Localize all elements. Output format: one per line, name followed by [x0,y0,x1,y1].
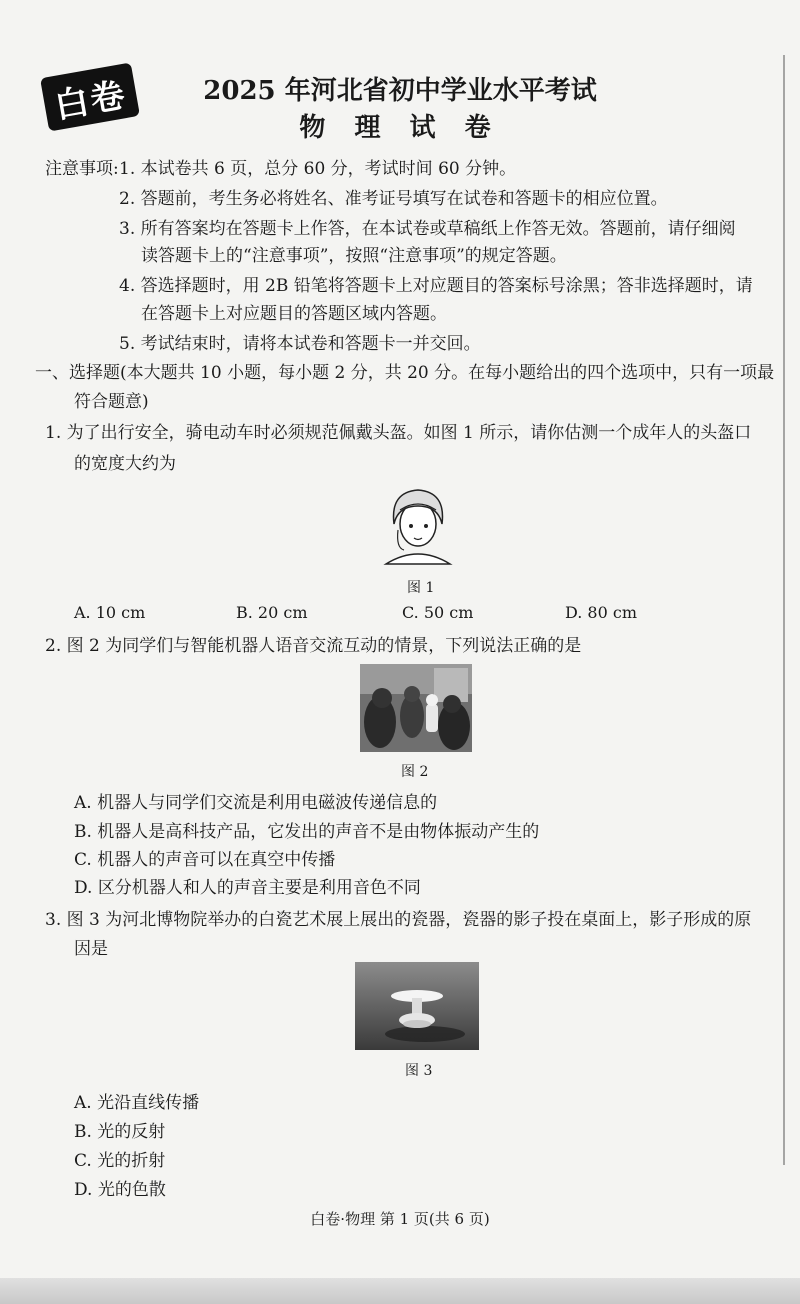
figure-2-caption: 图 2 [401,764,429,780]
question-3-stem: 3. 图 3 为河北博物院举办的白瓷艺术展上展出的瓷器，瓷器的影子投在桌面上，影子形成的原 [45,910,752,930]
q2-option-a: A. 机器人与同学们交流是利用电磁波传递信息的 [74,793,438,813]
section-heading: 一、选择题(本大题共 10 小题，每小题 2 分，共 20 分。在每小题给出的四个选项中，只有一项最 [35,363,775,383]
white-paper-stamp: 白卷 [40,62,140,131]
q2-option-d: D. 区分机器人和人的声音主要是利用音色不同 [74,878,421,898]
q3-option-c: C. 光的折射 [74,1151,166,1171]
q3-option-b: B. 光的反射 [74,1122,166,1142]
section-heading-cont: 符合题意) [74,392,149,412]
page-edge-shadow [783,55,785,1165]
helmet-figure [376,484,460,568]
porcelain-photo [355,962,479,1050]
question-1-stem: 1. 为了出行安全，骑电动车时必须规范佩戴头盔。如图 1 所示，请你估测一个成年人的头盔口 [45,423,752,443]
notes-label: 注意事项: [45,159,119,179]
page-footer: 白卷·物理 第 1 页(共 6 页) [310,1210,490,1228]
q3-option-d: D. 光的色散 [74,1180,166,1200]
q2-option-b: B. 机器人是高科技产品，它发出的声音不是由物体振动产生的 [74,822,540,842]
exam-subtitle: 物 理 试 卷 [299,113,501,143]
question-1-stem-cont: 的宽度大约为 [74,454,176,474]
note-item: 5. 考试结束时，请将本试卷和答题卡一并交回。 [119,334,481,354]
figure-3-caption: 图 3 [405,1063,433,1079]
q1-option-a: A. 10 cm [74,603,146,622]
q1-option-c: C. 50 cm [402,603,474,622]
next-page-edge [0,1278,800,1304]
q1-option-d: D. 80 cm [565,603,638,622]
note-item: 2. 答题前，考生务必将姓名、准考证号填写在试卷和答题卡的相应位置。 [119,189,668,209]
q3-option-a: A. 光沿直线传播 [74,1093,200,1113]
question-3-stem-cont: 因是 [74,939,108,959]
exam-title: 2025 年河北省初中学业水平考试 [203,76,597,106]
question-2-stem: 2. 图 2 为同学们与智能机器人语音交流互动的情景，下列说法正确的是 [45,636,582,656]
q2-option-c: C. 机器人的声音可以在真空中传播 [74,850,336,870]
robot-photo [360,664,472,752]
q1-option-b: B. 20 cm [236,603,308,622]
note-item: 读答题卡上的“注意事项”，按照“注意事项”的规定答题。 [141,246,567,266]
note-item: 3. 所有答案均在答题卡上作答，在本试卷或草稿纸上作答无效。答题前，请仔细阅 [119,219,736,239]
note-item: 4. 答选择题时，用 2B 铅笔将答题卡上对应题目的答案标号涂黑；答非选择题时，请 [119,276,753,296]
figure-1-caption: 图 1 [407,580,435,596]
note-item: 在答题卡上对应题目的答题区域内答题。 [141,304,447,324]
note-item: 1. 本试卷共 6 页，总分 60 分，考试时间 60 分钟。 [119,159,517,179]
